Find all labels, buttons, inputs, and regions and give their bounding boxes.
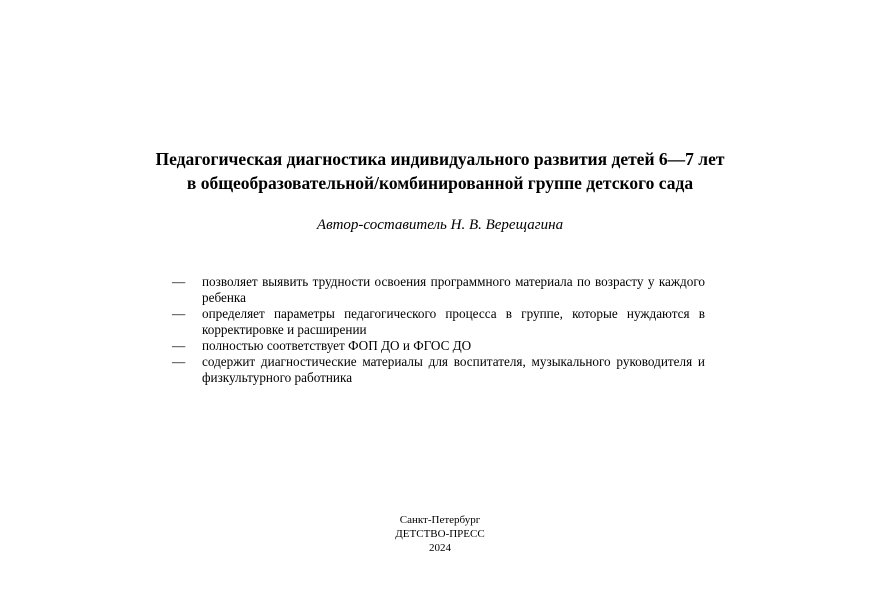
bullet-dash: — [172,274,186,289]
document-title [40,147,840,195]
feature-item [172,306,705,338]
feature-item [172,354,705,386]
feature-list [172,274,705,386]
feature-text: позволяет выявить трудности освоения программного материала по возрасту у каждого ребенка [202,274,705,305]
feature-item [172,338,705,354]
bullet-dash: — [172,354,186,369]
author-line: Автор-составитель Н. В. Верещагина [316,217,564,233]
title-line-2: в общеобразовательной/комбинированной группе детского сада [186,173,694,193]
bullet-dash: — [172,338,186,353]
feature-item [172,274,705,306]
title-line-1: Педагогическая диагностика индивидуального развития детей 6—7 лет [155,149,725,169]
publisher-name: ДЕТСТВО-ПРЕСС [395,528,485,540]
feature-text: определяет параметры педагогического процесса в группе, которые нуждаются в корректировке и расширении [202,306,705,337]
publisher-city: Санкт-Петербург [399,514,481,526]
publication-year: 2024 [429,542,451,554]
publisher-footer [290,513,590,555]
feature-text: полностью соответствует ФОП ДО и ФГОС ДО [202,338,472,353]
feature-text: содержит диагностические материалы для воспитателя, музыкального руководителя и физкультурного работника [202,354,705,385]
bullet-dash: — [172,306,186,321]
